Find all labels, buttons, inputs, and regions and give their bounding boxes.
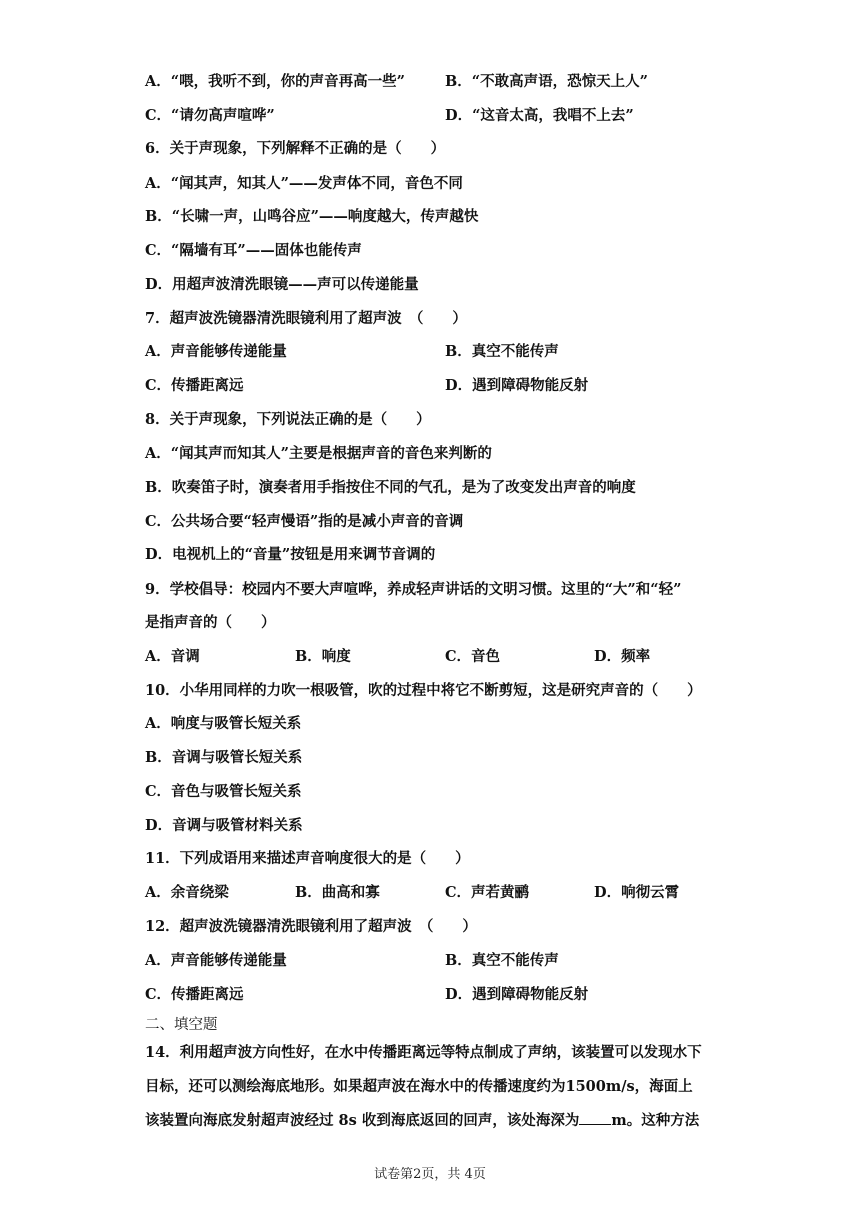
q10-option-b: B．音调与吸管长短关系 — [145, 749, 303, 766]
q8-option-a: A．“闻其声而知其人”主要是根据声音的音色来判断的 — [145, 445, 492, 462]
q9-stem-line2: 是指声音的（ ） — [145, 614, 276, 631]
q5-option-b: B．“不敢高声语，恐惊天上人” — [445, 73, 648, 90]
q10-stem: 10．小华用同样的力吹一根吸管，吹的过程中将它不断剪短，这是研究声音的（ ） — [145, 682, 702, 699]
q6-option-d: D．用超声波清洗眼镜——声可以传递能量 — [145, 276, 419, 293]
q8-option-b: B．吹奏笛子时，演奏者用手指按住不同的气孔，是为了改变发出声音的响度 — [145, 479, 636, 496]
q11-option-d: D．响彻云霄 — [594, 884, 680, 901]
q14-line3-text: 该装置向海底发射超声波经过 8s 收到海底返回的回声，该处海深为 — [145, 1112, 580, 1129]
q9-option-a: A．音调 — [145, 648, 200, 665]
q10-option-a: A．响度与吸管长短关系 — [145, 715, 302, 732]
q8-option-d: D．电视机上的“音量”按钮是用来调节音调的 — [145, 546, 436, 563]
q6-stem: 6．关于声现象，下列解释不正确的是（ ） — [145, 140, 446, 157]
q11-option-a: A．余音绕梁 — [145, 884, 229, 901]
q12-option-b: B．真空不能传声 — [445, 952, 559, 969]
q11-option-b: B．曲高和寡 — [295, 884, 380, 901]
q14-line1: 14．利用超声波方向性好，在水中传播距离远等特点制成了声纳，该装置可以发现水下 — [145, 1044, 702, 1061]
q10-option-c: C．音色与吸管长短关系 — [145, 783, 302, 800]
q9-stem-line1: 9．学校倡导：校园内不要大声喧哗，养成轻声讲话的文明习惯。这里的“大”和“轻” — [145, 581, 682, 598]
q14-line3-tail: m。这种方法 — [611, 1112, 700, 1129]
q10-option-d: D．音调与吸管材料关系 — [145, 817, 303, 834]
q9-option-b: B．响度 — [295, 648, 351, 665]
q7-option-b: B．真空不能传声 — [445, 343, 559, 360]
q9-option-d: D．频率 — [594, 648, 651, 665]
section-heading: 二、填空题 — [145, 1017, 218, 1033]
q12-option-d: D．遇到障碍物能反射 — [445, 986, 589, 1003]
q6-option-a: A．“闻其声，知其人”——发声体不同，音色不同 — [145, 175, 463, 192]
q11-option-c: C．声若黄鹂 — [445, 884, 530, 901]
q7-stem: 7．超声波洗镜器清洗眼镜利用了超声波 （ ） — [145, 310, 467, 327]
q7-option-d: D．遇到障碍物能反射 — [445, 377, 589, 394]
q5-option-a: A．“喂，我听不到，你的声音再高一些” — [145, 73, 405, 90]
q8-option-c: C．公共场合要“轻声慢语”指的是减小声音的音调 — [145, 513, 464, 530]
q7-option-c: C．传播距离远 — [145, 377, 244, 394]
q9-option-c: C．音色 — [445, 648, 501, 665]
q11-stem: 11．下列成语用来描述声音响度很大的是（ ） — [145, 850, 470, 867]
q12-option-a: A．声音能够传递能量 — [145, 952, 287, 969]
q14-line3 — [145, 1110, 699, 1131]
q8-stem: 8．关于声现象，下列说法正确的是（ ） — [145, 411, 431, 428]
q6-option-b: B．“长啸一声，山鸣谷应”——响度越大，传声越快 — [145, 208, 479, 225]
q12-stem: 12．超声波洗镜器清洗眼镜利用了超声波 （ ） — [145, 918, 477, 935]
page-footer: 试卷第2页，共 4页 — [374, 1167, 486, 1182]
q5-option-c: C．“请勿高声喧哗” — [145, 107, 275, 124]
q7-option-a: A．声音能够传递能量 — [145, 343, 287, 360]
q5-option-d: D．“这音太高，我唱不上去” — [445, 107, 634, 124]
answer-blank[interactable] — [579, 1110, 611, 1125]
q6-option-c: C．“隔墙有耳”——固体也能传声 — [145, 242, 362, 259]
q12-option-c: C．传播距离远 — [145, 986, 244, 1003]
q14-line2: 目标，还可以测绘海底地形。如果超声波在海水中的传播速度约为1500m/s，海面上 — [145, 1078, 693, 1095]
